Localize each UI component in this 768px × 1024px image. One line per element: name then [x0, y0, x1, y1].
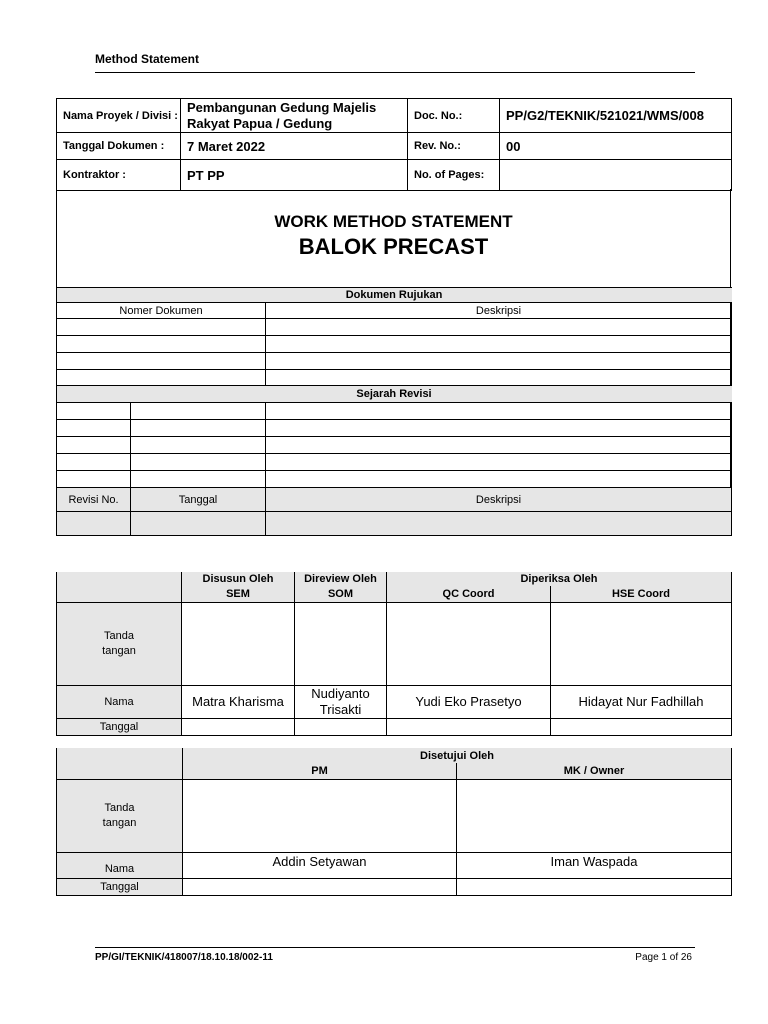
references-heading: Dokumen Rujukan	[57, 288, 732, 303]
name-som: Nudiyanto Trisakti	[295, 685, 387, 718]
project-label: Nama Proyek / Divisi :	[57, 99, 181, 133]
revision-cell	[131, 403, 266, 420]
contractor-value: PT PP	[181, 160, 408, 191]
reviewed-by-header: Direview Oleh	[295, 572, 387, 586]
prepared-by-header: Disusun Oleh	[182, 572, 295, 586]
name-qc: Yudi Eko Prasetyo	[387, 685, 551, 718]
date-mk	[457, 878, 732, 895]
revision-cell	[57, 403, 131, 420]
reference-cell	[266, 353, 732, 370]
date-label: Tanggal	[57, 878, 183, 895]
rev-value: 00	[500, 133, 732, 160]
signature-box-som	[295, 602, 387, 685]
signature-box-sem	[182, 602, 295, 685]
header-rule	[95, 72, 695, 73]
signature-box-hse	[551, 602, 732, 685]
role-qc: QC Coord	[387, 586, 551, 602]
approval-table-review	[56, 572, 732, 736]
approved-by-header: Disetujui Oleh	[183, 748, 732, 763]
references-table	[56, 287, 732, 387]
project-value: Pembangunan Gedung Majelis Rakyat Papua / Gedung	[181, 99, 408, 133]
signature-label: Tanda tangan	[57, 779, 183, 852]
date-hse	[551, 718, 732, 735]
approval-table-approved	[56, 748, 732, 896]
footer-doc-code: PP/GI/TEKNIK/418007/18.10.18/002-11	[95, 952, 273, 963]
revision-cell	[57, 512, 131, 536]
date-qc	[387, 718, 551, 735]
statement-title: WORK METHOD STATEMENT	[274, 212, 513, 231]
signature-label: Tanda tangan	[57, 602, 182, 685]
revisions-table	[56, 385, 732, 536]
checked-by-header: Diperiksa Oleh	[387, 572, 732, 586]
page-header-title: Method Statement	[95, 52, 200, 66]
reference-cell	[266, 336, 732, 353]
name-sem: Matra Kharisma	[182, 685, 295, 718]
role-sem: SEM	[182, 586, 295, 602]
date-pm	[183, 878, 457, 895]
references-col-description: Deskripsi	[266, 303, 732, 319]
name-hse: Hidayat Nur Fadhillah	[551, 685, 732, 718]
name-label: Nama	[57, 852, 183, 878]
role-hse: HSE Coord	[551, 586, 732, 602]
reference-cell	[266, 319, 732, 336]
revision-cell	[131, 420, 266, 437]
revision-cell	[131, 437, 266, 454]
reference-cell	[57, 353, 266, 370]
footer-rule	[95, 947, 695, 948]
rev-label: Rev. No.:	[408, 133, 500, 160]
docno-label: Doc. No.:	[408, 99, 500, 133]
docno-value: PP/G2/TEKNIK/521021/WMS/008	[500, 99, 732, 133]
signature-box-pm	[183, 779, 457, 852]
role-pm: PM	[183, 763, 457, 779]
revision-cell	[131, 512, 266, 536]
revision-cell	[266, 403, 732, 420]
date-som	[295, 718, 387, 735]
revision-cell	[57, 420, 131, 437]
revision-cell	[266, 454, 732, 471]
date-sem	[182, 718, 295, 735]
approval2-corner	[57, 748, 183, 779]
name-mk: Iman Waspada	[457, 852, 732, 878]
pages-label: No. of Pages:	[408, 160, 500, 191]
document-info-table	[56, 98, 732, 191]
reference-cell	[57, 336, 266, 353]
footer-page-number: Page 1 of 26	[635, 952, 692, 963]
name-pm: Addin Setyawan	[183, 852, 457, 878]
approval1-corner	[57, 572, 182, 602]
references-col-number: Nomer Dokumen	[57, 303, 266, 319]
statement-box	[56, 189, 731, 535]
revisions-col-date: Tanggal	[131, 488, 266, 512]
contractor-label: Kontraktor :	[57, 160, 181, 191]
revision-cell	[131, 454, 266, 471]
signature-box-qc	[387, 602, 551, 685]
role-mk-owner: MK / Owner	[457, 763, 732, 779]
role-som: SOM	[295, 586, 387, 602]
revision-cell	[266, 471, 732, 488]
revisions-col-revno: Revisi No.	[57, 488, 131, 512]
pages-value	[500, 160, 732, 191]
revisions-col-description: Deskripsi	[266, 488, 732, 512]
revisions-heading: Sejarah Revisi	[57, 386, 732, 403]
revision-cell	[57, 454, 131, 471]
signature-box-mk	[457, 779, 732, 852]
reference-cell	[266, 370, 732, 387]
statement-subtitle: BALOK PRECAST	[298, 234, 489, 259]
date-label: Tanggal Dokumen :	[57, 133, 181, 160]
revision-cell	[57, 437, 131, 454]
date-value: 7 Maret 2022	[181, 133, 408, 160]
revision-cell	[131, 471, 266, 488]
name-label: Nama	[57, 685, 182, 718]
revision-cell	[266, 512, 732, 536]
revision-cell	[57, 471, 131, 488]
date-label: Tanggal	[57, 718, 182, 735]
reference-cell	[57, 319, 266, 336]
revision-cell	[266, 420, 732, 437]
reference-cell	[57, 370, 266, 387]
revision-cell	[266, 437, 732, 454]
